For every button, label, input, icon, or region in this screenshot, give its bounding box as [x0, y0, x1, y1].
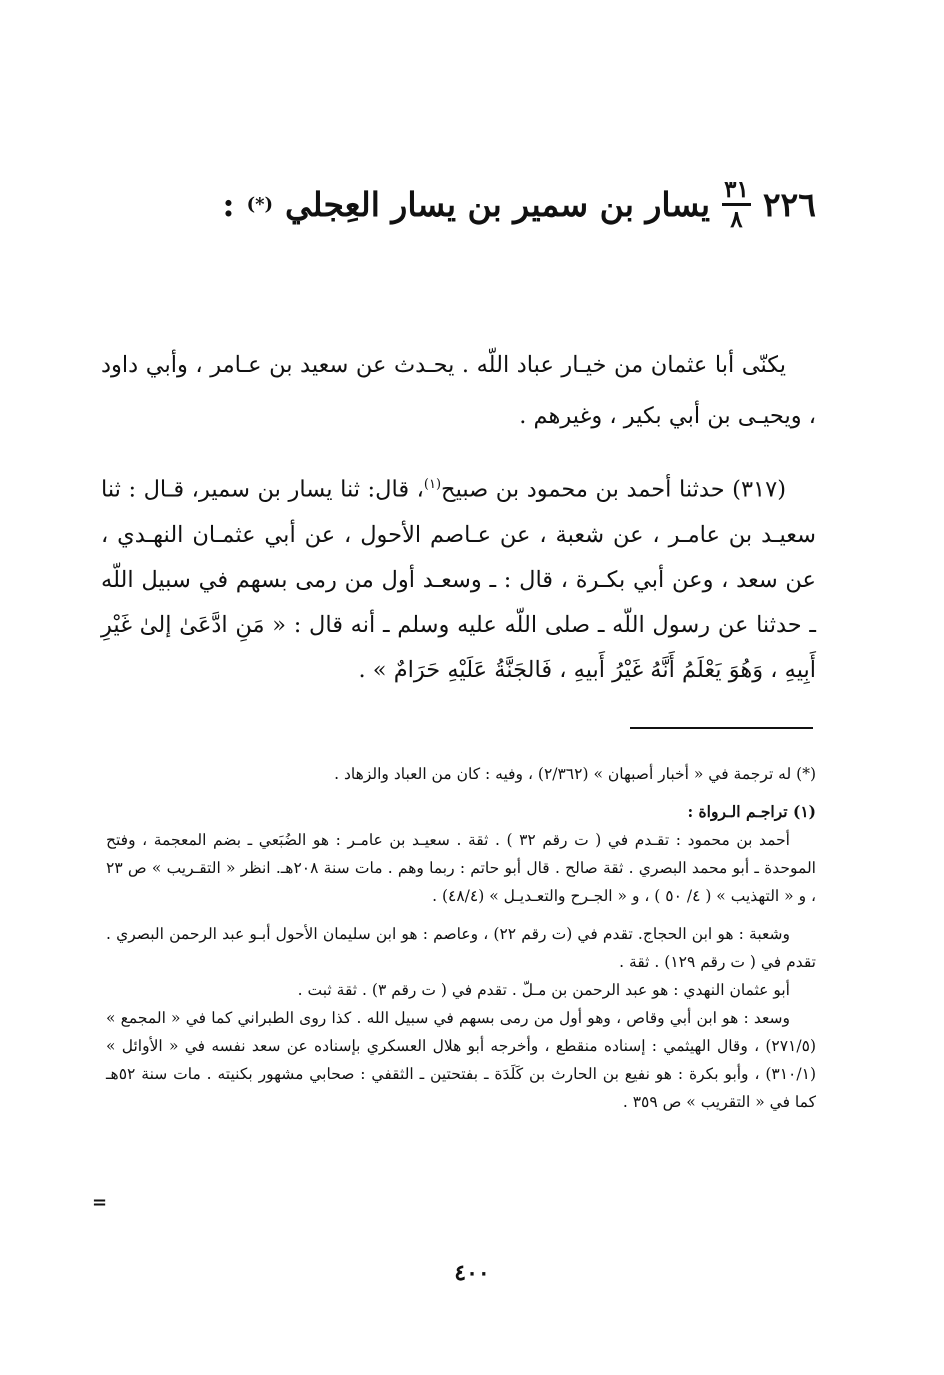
footnote-ref-1: (١) — [423, 477, 442, 492]
footnote-paragraph: وسعد : هو ابن أبي وقاص ، وهو أول من رمى بسهم في سبيل الله . كذا روى الطبراني كما في « المجمع » (٢٧١/٥) ، وقال الهيثمي : إسناده منقطع ، وأخرجه أبو هلال العسكري بإسناده عن سعد نفسه في « الأوائل » (٣١٠/١) ، وأبو بكرة : هو نفيع بن الحارث بن كَلَدَة ـ بفتحتين ـ الثقفي : صحابي مشهور بكنيته . مات سنة ٥٢هـ كما في « التقريب » ص ٣٥٩ . — [106, 1009, 816, 1111]
volume-page-fraction — [722, 178, 751, 231]
intro-line-2: داود ، ويحيـى بن أبي بكير ، وغيرهم . — [101, 352, 816, 429]
hadith-paragraph — [101, 462, 816, 693]
entry-heading — [116, 178, 816, 231]
entry-number: ٢٢٦ — [762, 185, 816, 224]
hadith-opening: (٣١٧) حدثنا أحمد بن محمود بن صبيح — [441, 476, 786, 503]
heading-footnote-marker: (*) — [246, 194, 274, 215]
hadith-text: ، قال: ثنا يسار بن سمير، قـال : ثنا سعيـد بن عامـر ، عن شعبة ، عن عـاصم الأحول ، عن أبي عثمـان النهـدي ، عن سعد ، وعن أبي بكـرة ، قال : ـ وسعـد أول من رمى بسهم في سبيل اللّه ـ حدثنا عن رسول اللّه ـ صلى اللّه عليه وسلم ـ أنه قال : « مَنِ ادَّعَىٰ إلىٰ غَيْرِ أَبِيهِ ، وَهُوَ يَعْلَمُ أَنَّهُ غَيْرُ أَبيهِ ، فَالجَنَّةُ عَلَيْهِ حَرَامٌ » . — [101, 476, 816, 683]
narrator-name: يسار بن سمير بن يسار العِجلي — [285, 185, 711, 224]
footnote-paragraph: وشعبة : هو ابن الحجاج. تقدم في (ت رقم ٢٢) ، وعاصم : هو ابن سليمان الأحول أبـو عبد الرحمن البصري . تقدم في ( ت رقم ١٢٩) . ثقة . — [106, 925, 816, 971]
footnote-separator — [630, 727, 813, 729]
footnote-paragraph: أبو عثمان النهدي : هو عبد الرحمن بن مـلّ . تقدم في ( ت رقم ٣) . ثقة ثبت . — [297, 981, 790, 999]
page-number: ٤٠٠ — [454, 1260, 490, 1286]
footnote-1-label: (١) تراجـم الـرواة : — [687, 802, 816, 821]
biography-paragraph — [101, 340, 816, 442]
footnote-star: (*) له ترجمة في « أخبار أصبهان » (٢/٣٦٢) ، وفيه : كان من العباد والزهاد . — [334, 765, 816, 783]
intro-line-1: يكنّى أبا عثمان من خيـار عباد اللّه . يحـدث عن سعيد بن عـامر ، وأبي — [145, 352, 786, 378]
fraction-bottom: ٨ — [730, 206, 743, 233]
heading-colon: : — [222, 185, 235, 224]
footnotes — [106, 760, 816, 1116]
fraction-top: ٣١ — [722, 178, 751, 206]
continuation-mark: = — [92, 1192, 108, 1213]
footnote-paragraph: أحمد بن محمود : تقـدم في ( ت رقم ٣٢ ) . ثقة . سعيـد بن عامـر : هو الضُبَعي ـ بضم المعجمة ، وفتح الموحدة ـ أبو محمد البصري . ثقة صالح . قال أبو حاتم : ربما وهم . مات سنة ٢٠٨هـ. انظر « التقـريب » ص ٢٣ ، و « التهذيب » ( ٤/ ٥٠ ) ، و « الجـرح والتعـديـل » (٤٨/٤) . — [106, 831, 816, 905]
